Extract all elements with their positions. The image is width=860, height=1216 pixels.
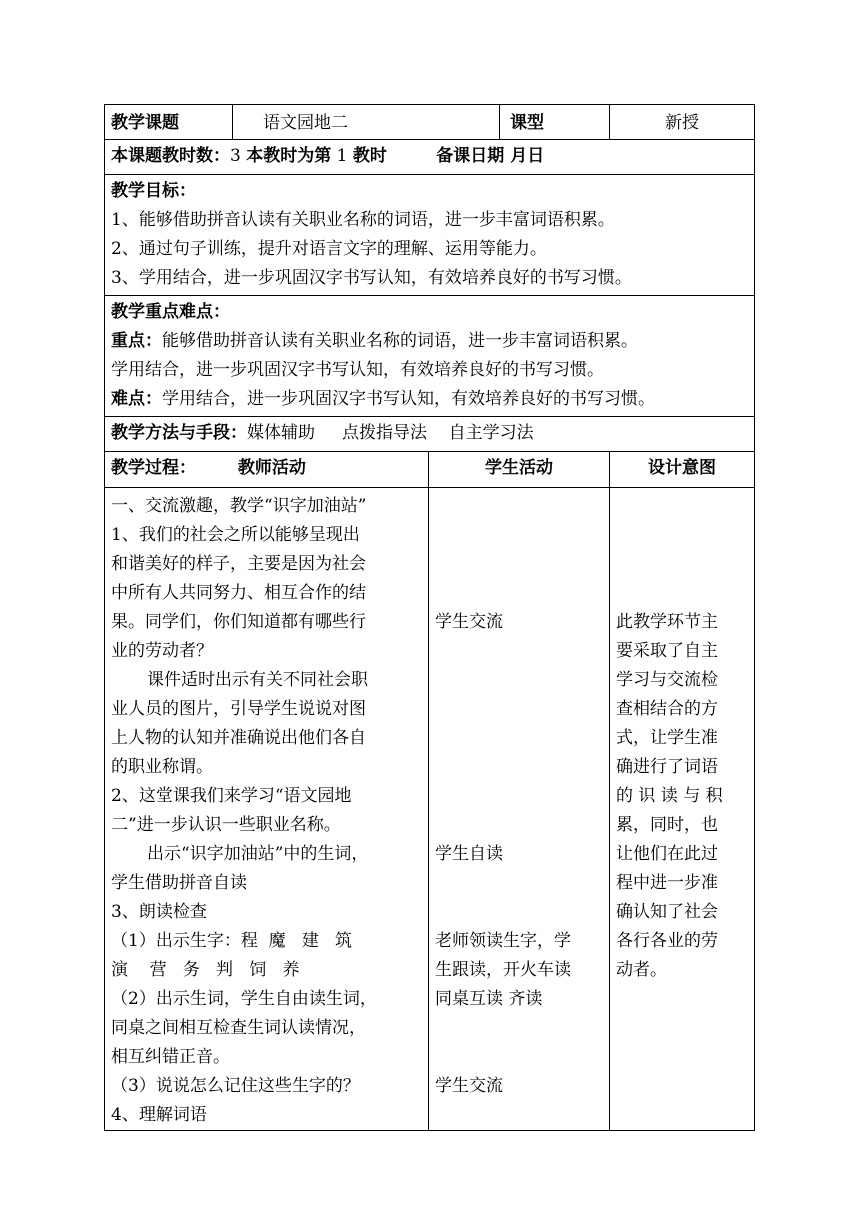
student-activity-item: 老师领读生字，学 — [435, 931, 571, 951]
teacher-line: 相互纠错正音。 — [111, 1047, 230, 1067]
student-activity-item: 学生自读 — [435, 844, 503, 864]
teacher-line: 3、朗读检查 — [111, 902, 207, 922]
goal-item: 3、学用结合，进一步巩固汉字书写认知，有效培养良好的书写习惯。 — [111, 268, 632, 288]
type-label: 课型 — [500, 105, 610, 140]
hard-point — [111, 385, 748, 414]
current-number: 1 — [336, 146, 348, 166]
teacher-line: 的职业称谓。 — [111, 757, 213, 777]
current-suffix: 教时 — [352, 146, 387, 166]
intent-line: 此教学环节主 — [616, 612, 718, 632]
teacher-line: 业的劳动者？ — [111, 641, 213, 661]
teacher-line: （2）出示生词，学生自由读生词， — [111, 989, 377, 1009]
hours-count: 3 — [230, 146, 241, 166]
topic-label: 教学课题 — [105, 105, 233, 140]
intent-line: 确认知了社会 — [616, 902, 718, 922]
goal-item: 1、能够借助拼音认读有关职业名称的词语，进一步丰富词语积累。 — [111, 210, 615, 230]
key-label: 重点： — [111, 331, 162, 351]
student-activity-item: 学生交流 — [435, 1076, 503, 1096]
teacher-line: （1）出示生字：程 魔 建 筑 — [111, 931, 353, 951]
intent-line: 的 识 读 与 积 — [616, 786, 723, 806]
teacher-line: 二”进一步认识一些职业名称。 — [111, 815, 341, 835]
goals-row — [105, 175, 755, 296]
teacher-line: 果。同学们，你们知道都有哪些行 — [111, 612, 366, 632]
student-activity-header: 学生活动 — [429, 452, 610, 488]
teacher-line: （3）说说怎么记住这些生字的？ — [111, 1076, 360, 1096]
student-activity-item: 学生交流 — [435, 612, 503, 632]
teacher-activity-cell — [105, 488, 429, 1131]
keypoints-title: 教学重点难点： — [111, 302, 230, 322]
teacher-line: 业人员的图片，引导学生说说对图 — [111, 699, 366, 719]
design-intent-header: 设计意图 — [610, 452, 755, 488]
lesson-plan-table — [104, 104, 755, 1131]
teacher-line: 一、交流激趣，教学“识字加油站” — [111, 496, 367, 516]
teacher-line: 上人物的认知并准确说出他们各自 — [111, 728, 366, 748]
methods-row — [105, 417, 755, 452]
key-text: 能够借助拼音认读有关职业名称的词语，进一步丰富词语积累。 — [162, 331, 638, 351]
process-header-row — [105, 452, 755, 488]
teacher-line: 出示“识字加油站”中的生词， — [147, 844, 369, 864]
methods-cell — [105, 417, 755, 452]
goals-cell — [105, 175, 755, 296]
current-label: 本教时为第 — [246, 146, 332, 166]
prep-date: 备课日期 月日 — [436, 146, 545, 166]
teacher-line: 课件适时出示有关不同社会职 — [147, 670, 368, 690]
topic-value: 语文园地二 — [233, 105, 500, 140]
lesson-plan-sheet — [104, 104, 754, 1131]
teacher-line: 和谐美好的样子，主要是因为社会 — [111, 554, 366, 574]
teacher-line: 4、理解词语 — [111, 1105, 207, 1125]
student-activity-cell — [429, 488, 610, 1131]
intent-line: 学习与交流检 — [616, 670, 718, 690]
goals-title: 教学目标： — [111, 181, 196, 201]
hours-label: 本课题教时数： — [111, 146, 230, 166]
methods-text: 媒体辅助 点拨指导法 自主学习法 — [247, 423, 534, 443]
teacher-line: 中所有人共同努力、相互合作的结 — [111, 583, 366, 603]
teacher-line: 2、这堂课我们来学习“语文园地 — [111, 786, 352, 806]
intent-line: 确进行了词语 — [616, 757, 718, 777]
teacher-activity-header: 教师活动 — [237, 458, 306, 478]
teacher-line: 演 营 务 判 饲 养 — [111, 960, 300, 980]
intent-line: 程中进一步准 — [616, 873, 718, 893]
key-point-continued: 学用结合，进一步巩固汉字书写认知，有效培养良好的书写习惯。 — [111, 360, 604, 380]
intent-line: 累，同时，也 — [616, 815, 718, 835]
intent-line: 各行各业的劳 — [616, 931, 718, 951]
process-label: 教学过程： — [111, 458, 196, 478]
process-header-teacher — [105, 452, 429, 488]
student-activity-item: 同桌互读 齐读 — [435, 989, 543, 1009]
hard-label: 难点： — [111, 389, 162, 409]
intent-line: 式，让学生准 — [616, 728, 718, 748]
teacher-line: 同桌之间相互检查生词认读情况， — [111, 1018, 366, 1038]
intent-line: 动者。 — [616, 960, 667, 980]
key-point — [111, 327, 748, 356]
keypoints-cell — [105, 296, 755, 417]
type-value: 新授 — [610, 105, 755, 140]
intent-line: 让他们在此过 — [616, 844, 718, 864]
design-intent-cell — [610, 488, 755, 1131]
goal-item: 2、通过句子训练，提升对语言文字的理解、运用等能力。 — [111, 239, 547, 259]
intent-line: 要采取了自主 — [616, 641, 718, 661]
teacher-line: 1、我们的社会之所以能够呈现出 — [111, 525, 360, 545]
hours-line — [105, 140, 755, 175]
intent-line: 查相结合的方 — [616, 699, 718, 719]
hard-text: 学用结合，进一步巩固汉字书写认知，有效培养良好的书写习惯。 — [162, 389, 655, 409]
teacher-line: 学生借助拼音自读 — [111, 873, 247, 893]
topic-row — [105, 105, 755, 140]
keypoints-row — [105, 296, 755, 417]
student-activity-item: 生跟读，开火车读 — [435, 960, 571, 980]
process-body-row — [105, 488, 755, 1131]
hours-row — [105, 140, 755, 175]
methods-label: 教学方法与手段： — [111, 423, 247, 443]
